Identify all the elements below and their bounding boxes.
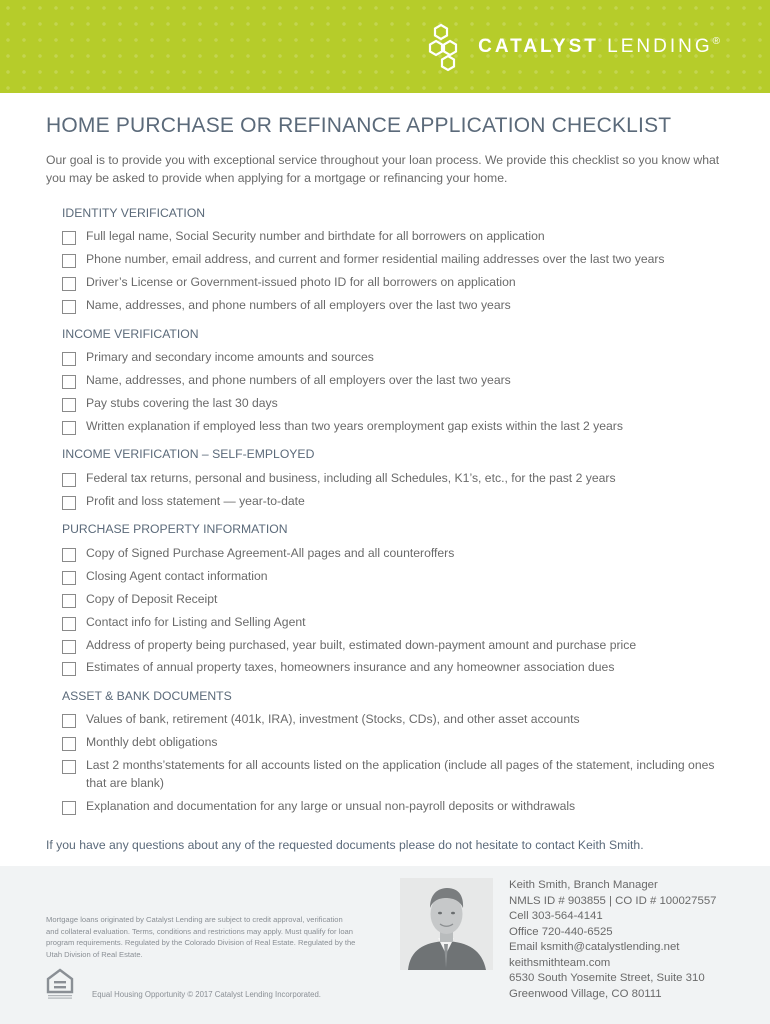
checkbox[interactable] (62, 714, 76, 728)
section-heading-self-employed: INCOME VERIFICATION – SELF-EMPLOYED (62, 447, 315, 461)
contact-address-line2: Greenwood Village, CO 80111 (509, 987, 662, 1000)
contact-office: Office 720-440-6525 (509, 925, 613, 938)
checklist-item[interactable] (62, 570, 722, 585)
catalyst-lending-logo (428, 22, 720, 72)
checklist-item[interactable] (62, 230, 722, 245)
checkbox[interactable] (62, 594, 76, 608)
checklist-item-label: Primary and secondary income amounts and sources (86, 350, 374, 364)
contact-name-title: Keith Smith, Branch Manager (509, 879, 658, 891)
checklist-item-label: Values of bank, retirement (401k, IRA), investment (Stocks, CDs), and other asset accounts (86, 712, 580, 726)
checklist-item-label: Address of property being purchased, year built, estimated down-payment amount and purchase price (86, 638, 637, 652)
checklist-item-label: Profit and loss statement — year-to-date (86, 494, 305, 508)
checkbox[interactable] (62, 801, 76, 815)
page-title: HOME PURCHASE OR REFINANCE APPLICATION CHECKLIST (46, 114, 672, 137)
checklist-item-label: Estimates of annual property taxes, homeowners insurance and any homeowner association dues (86, 660, 615, 674)
hexagon-logo-icon (428, 22, 470, 72)
brand-name-light: LENDING (607, 36, 713, 57)
contact-website: keithsmithteam.com (509, 956, 611, 969)
checklist-item[interactable] (62, 547, 722, 562)
contact-block (509, 878, 716, 1002)
checklist-item[interactable] (62, 397, 722, 412)
checklist-item-label: Driver’s License or Government-issued photo ID for all borrowers on application (86, 275, 516, 289)
checkbox[interactable] (62, 640, 76, 654)
contact-address-line1: 6530 South Yosemite Street, Suite 310 (509, 972, 705, 984)
checklist-item-label: Name, addresses, and phone numbers of all employers over the last two years (86, 298, 511, 312)
checkbox[interactable] (62, 473, 76, 487)
checklist-item[interactable] (62, 276, 722, 291)
checklist-item[interactable] (62, 661, 722, 676)
checkbox[interactable] (62, 231, 76, 245)
checklist-item-label: Explanation and documentation for any large or unsual non-payroll deposits or withdrawals (86, 799, 576, 813)
checklist-item[interactable] (62, 495, 722, 510)
checkbox[interactable] (62, 571, 76, 585)
checklist-item[interactable] (62, 759, 722, 792)
contact-cell: Cell 303-564-4141 (509, 910, 603, 922)
checklist-item[interactable] (62, 420, 722, 435)
checkbox[interactable] (62, 617, 76, 631)
checkbox[interactable] (62, 496, 76, 510)
checkbox[interactable] (62, 277, 76, 291)
checkbox[interactable] (62, 737, 76, 751)
brand-name-bold: CATALYST (478, 36, 599, 57)
checkbox[interactable] (62, 300, 76, 314)
contact-nmls: NMLS ID # 903855 | CO ID # 100027557 (509, 894, 717, 907)
checkbox[interactable] (62, 375, 76, 389)
checkbox[interactable] (62, 662, 76, 676)
person-portrait-icon (400, 878, 493, 970)
section-heading-income: INCOME VERIFICATION (62, 327, 199, 341)
checkbox[interactable] (62, 760, 76, 774)
checklist-item-label: Monthly debt obligations (86, 735, 218, 749)
checklist-item[interactable] (62, 713, 722, 728)
checkbox[interactable] (62, 421, 76, 435)
checklist-item-label: Full legal name, Social Security number and birthdate for all borrowers on application (86, 229, 545, 243)
checkbox[interactable] (62, 254, 76, 268)
checklist-item-label: Federal tax returns, personal and business, including all Schedules, K1’s, etc., for the past 2 years (86, 471, 616, 485)
checklist-item[interactable] (62, 374, 722, 389)
equal-housing-text: Equal Housing Opportunity © 2017 Catalyst Lending Incorporated. (92, 990, 321, 999)
section-heading-purchase-property: PURCHASE PROPERTY INFORMATION (62, 522, 288, 536)
checklist-item[interactable] (62, 299, 722, 314)
checklist-item[interactable] (62, 253, 722, 268)
checklist-item-label: Copy of Signed Purchase Agreement-All pages and all counteroffers (86, 546, 455, 560)
equal-housing-icon (46, 968, 74, 1000)
checkbox[interactable] (62, 398, 76, 412)
checklist-item-label: Name, addresses, and phone numbers of all employers over the last two years (86, 373, 511, 387)
contact-email: Email ksmith@catalystlending.net (509, 941, 680, 953)
contact-prompt: If you have any questions about any of the requested documents please do not hesitate to contact Keith Smith. (46, 838, 644, 852)
section-heading-assets: ASSET & BANK DOCUMENTS (62, 689, 232, 703)
checklist-item-label: Closing Agent contact information (86, 569, 268, 583)
checklist-item[interactable] (62, 593, 722, 608)
checklist-item[interactable] (62, 472, 722, 487)
checklist-item-label: Phone number, email address, and current and former residential mailing addresses over the last two years (86, 252, 665, 266)
checklist-item[interactable] (62, 800, 722, 815)
checklist-item-label: Pay stubs covering the last 30 days (86, 396, 278, 410)
checklist-item-label: Last 2 months’statements for all accounts listed on the application (include all pages of the statement, including ones that are blank) (86, 758, 715, 790)
checkbox[interactable] (62, 352, 76, 366)
checklist-item[interactable] (62, 616, 722, 631)
intro-paragraph: Our goal is to provide you with exceptional service throughout your loan process. We provide this checklist so you know what you may be asked to provide when applying for a mortgage or refinancing your home. (46, 153, 720, 185)
legal-disclaimer: Mortgage loans originated by Catalyst Lending are subject to credit approval, verification and collateral evaluation. Terms, conditions and restrictions may apply. Must qualify for loan program requirements. Regulated by the Colorado Division of Real Estate. Regulated by the Utah Division of Real Estate. (46, 915, 356, 959)
header-banner (0, 0, 770, 93)
checkbox[interactable] (62, 548, 76, 562)
agent-photo (400, 878, 493, 970)
checklist-item-label: Copy of Deposit Receipt (86, 592, 218, 606)
checklist-item[interactable] (62, 639, 722, 654)
checklist-item[interactable] (62, 351, 722, 366)
checklist-item-label: Written explanation if employed less than two years oremployment gap exists within the last 2 years (86, 419, 623, 433)
brand-wordmark (478, 36, 720, 58)
section-heading-identity: IDENTITY VERIFICATION (62, 206, 206, 220)
checklist-item-label: Contact info for Listing and Selling Agent (86, 615, 306, 629)
registered-mark: ® (712, 36, 720, 47)
checklist-item[interactable] (62, 736, 722, 751)
